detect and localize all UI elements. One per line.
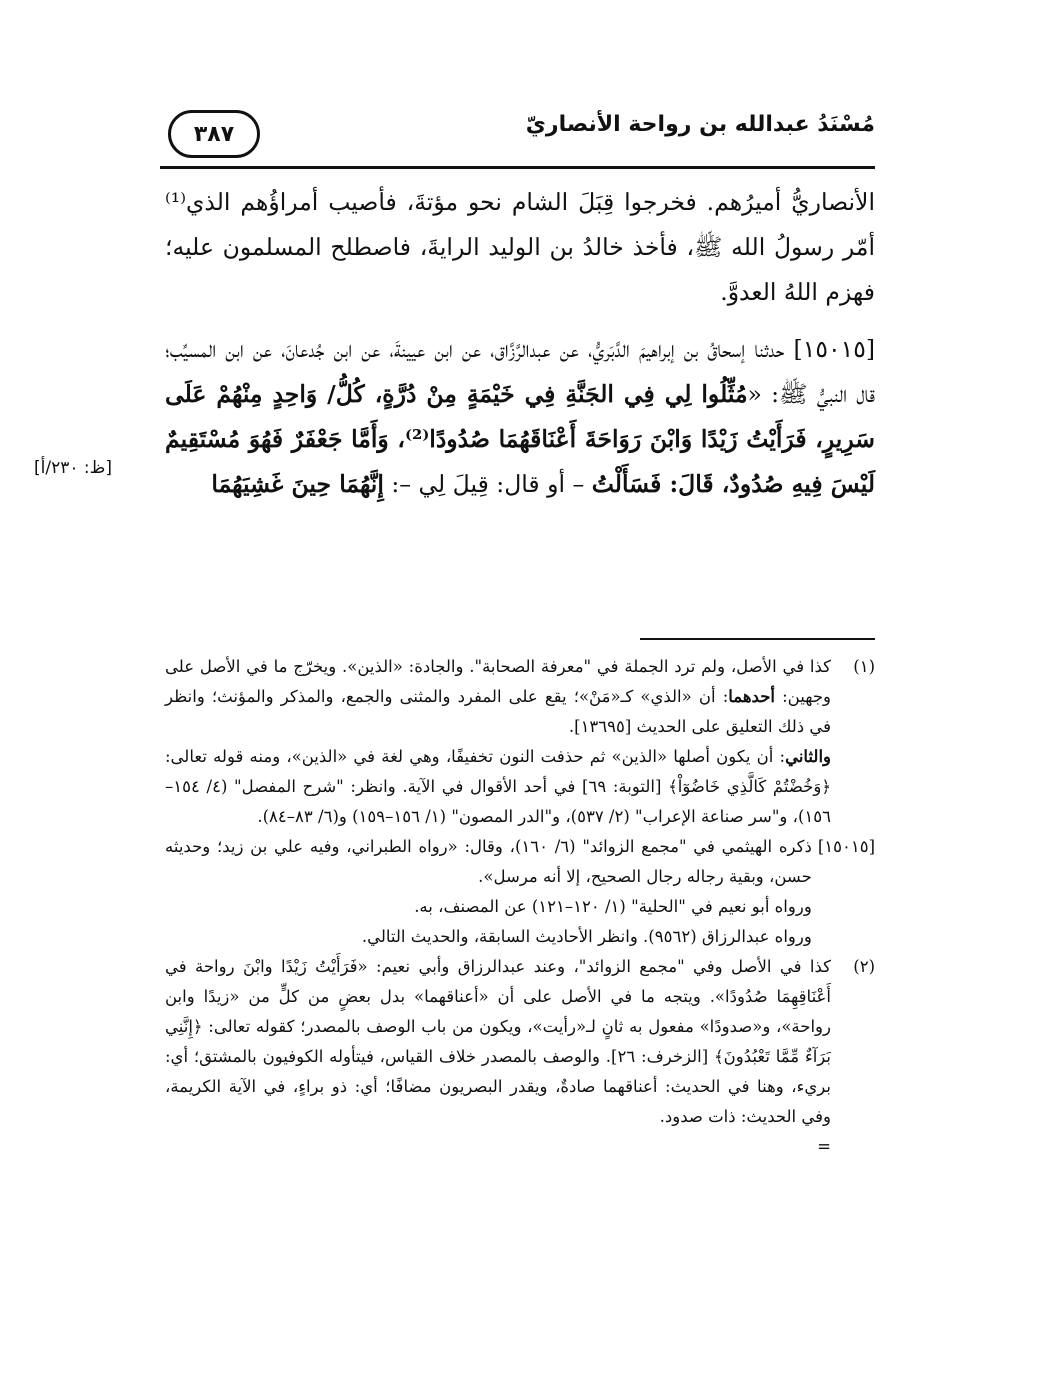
footnotes <box>165 652 875 1162</box>
main-paragraph-1: الأنصاريُّ أميرُهم. فخرجوا قِبَلَ الشام نحو مؤتةَ، فأصيب أمراؤُهم الذي⁽¹⁾ أمّر رسولُ الله ﷺ، فأخذ خالدُ بن الوليد الرايةَ، فاصطلح المسلمون عليه؛ فهزم اللهُ العدوَّ. <box>165 188 875 306</box>
footnote-marker: [١٥٠١٥] <box>817 837 875 856</box>
footnote-1-part-1 <box>165 652 831 742</box>
header-rule <box>160 166 875 169</box>
main-paragraph-2 <box>165 327 875 507</box>
footnote-body <box>165 952 831 1162</box>
hadith-quote-1: مُثِّلُوا لِي فِي الجَنَّةِ فِي خَيْمَةٍ مِنْ دُرَّةٍ، كُلُّ/ وَاحِدٍ مِنْهُمْ عَلَى سَرِيرٍ، فَرَأَيْتُ زَيْدًا وَابْنَ رَوَاحَةَ أَعْنَاقَهُمَا صُدُودًا⁽²⁾، وَأَمَّا جَعْفَرٌ فَهُوَ مُسْتَقِيمٌ لَيْسَ فِيهِ صُدُودٌ، قَالَ: فَسَأَلْتُ <box>165 380 875 498</box>
narrator-aside: – أو قال: قِيلَ لِي –: <box>383 470 592 498</box>
footnote-body <box>165 832 812 952</box>
takhrij-line: ورواه عبدالرزاق (٩٥٦٢). وانظر الأحاديث السابقة، والحديث التالي. <box>361 927 812 946</box>
hadith-chain: [١٥٠١٥] حدثنا إسحاقُ بن إبراهيمَ الدَّبَريُّ، عن عبدالرَّزَّاق، عن ابن عيينةَ، عن ابن جُدعانَ، عن ابن المسيِّب؛ قال النبيُّ ﷺ: « <box>165 335 875 408</box>
footnote-1-part-2 <box>165 742 831 832</box>
takhrij-line: ذكره الهيثمي في "مجمع الزوائد" (٦/ ١٦٠)، وقال: «رواه الطبراني، وفيه علي بن زيد؛ وحديثه حسن، وبقية رجاله رجال الصحيح، إلا أنه مرسل». <box>165 837 812 886</box>
hadith-quote-2: إِنَّهُمَا حِينَ غَشِيَهُمَا <box>211 470 384 498</box>
footnote-2 <box>165 952 875 1162</box>
running-title: مُسْنَدُ عبدالله بن رواحة الأنصاريّ <box>525 112 875 137</box>
footnote-1 <box>165 652 875 832</box>
continuation-mark: = <box>817 1137 831 1156</box>
footnote-text: : أن «الذي» كـ«مَنْ»؛ يقع على المفرد والمثنى والجمع، والمذكر والمؤنث؛ وانظر في ذلك التعليق على الحديث [١٣٦٩٥]. <box>165 687 831 736</box>
footnote-marker: (١) <box>853 657 875 676</box>
margin-manuscript-ref: [ظ: ٢٣٠/أ] <box>34 458 112 478</box>
footnote-separator <box>640 638 875 640</box>
second-aspect-label: والثاني <box>785 747 831 766</box>
footnote-text: كذا في الأصل، ولم ترد الجملة في "معرفة الصحابة". والجادة: «الذين». ويخرّج ما في الأصل على وجهين: <box>165 657 831 706</box>
takhrij-line: ورواه أبو نعيم في "الحلية" (١/ ١٢٠–١٢١) عن المصنف، به. <box>414 897 812 916</box>
footnote-text: كذا في الأصل وفي "مجمع الزوائد"، وعند عبدالرزاق وأبي نعيم: «فَرَأَيْتُ زَيْدًا وابْنَ رواحة في أَعْنَاقِهِمَا صُدُودًا». ويتجه ما في الأصل على أن «أعناقهما» بدل بعضٍ من كلٍّ من «زيدًا وابن رواحة»، و«صدودًا» مفعول به ثانٍ لـ«رأيت»، ويكون من باب الوصف بالمصدر؛ كقوله تعالى: ﴿إِنَّنِي بَرَآءٌ مِّمَّا تَعْبُدُونَ﴾ [الزخرف: ٢٦]. والوصف بالمصدر خلاف القياس، فيتأوله الكوفيون بالمشتق؛ أي: بريء، وهنا في الحديث: أعناقهما صادةٌ، ويقدر البصريون مضافًا؛ أي: ذو براءٍ، في الآية الكريمة، وفي الحديث: ذات صدود. <box>165 957 831 1126</box>
footnote-marker: (٢) <box>853 957 875 976</box>
page-number: ٣٨٧ <box>193 121 235 147</box>
page-header <box>160 108 875 172</box>
footnote-body <box>165 652 831 832</box>
first-aspect-label: أحدهما <box>728 687 775 706</box>
main-text <box>165 180 875 507</box>
footnote-hadith <box>165 832 875 952</box>
page-number-badge <box>168 110 260 158</box>
footnote-text: : أن يكون أصلها «الذين» ثم حذفت النون تخفيفًا، وهي لغة في «الذين»، ومنه قوله تعالى: ﴿وَخُضْتُمْ كَالَّذِي خَاضُوٓاْ﴾ [التوبة: ٦٩] في أحد الأقوال في الآية. وانظر: "شرح المفصل" (٤/ ١٥٤–١٥٦)، و"سر صناعة الإعراب" (٢/ ٥٣٧)، و"الدر المصون" (١/ ١٥٦–١٥٩) و(٦/ ٨٣–٨٤). <box>165 747 831 826</box>
